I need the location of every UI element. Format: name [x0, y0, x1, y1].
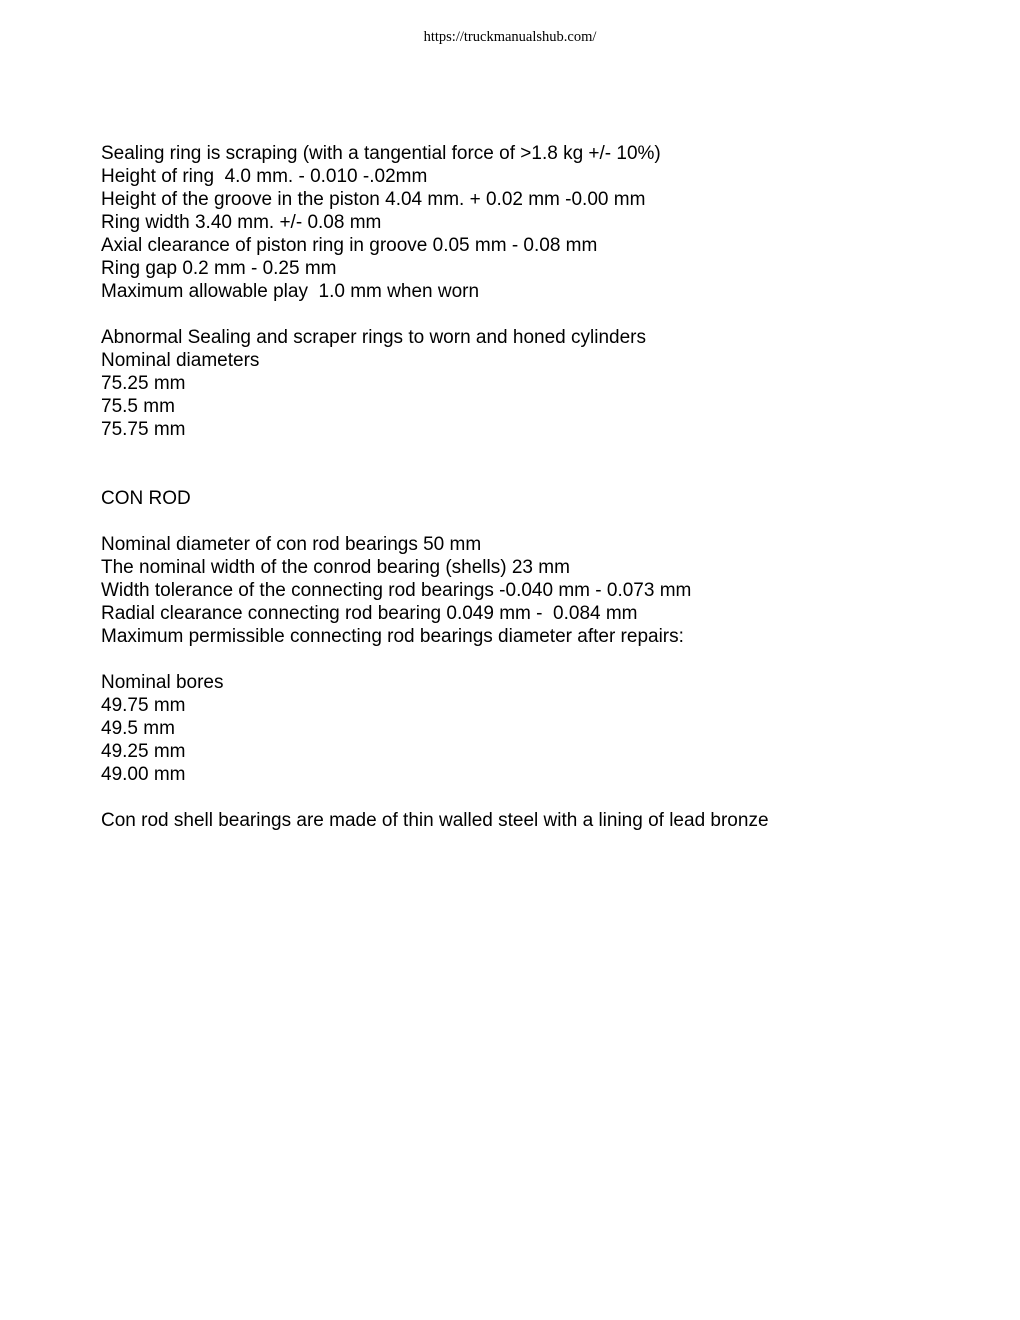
section-title: Nominal bores: [101, 672, 224, 693]
spec-line: Ring width 3.40 mm. +/- 0.08 mm: [101, 212, 382, 233]
section-title: Abnormal Sealing and scraper rings to worn and honed cylinders: [101, 327, 646, 348]
nominal-bores-section: [101, 671, 981, 786]
spec-line: Maximum allowable play 1.0 mm when worn: [101, 281, 480, 302]
spec-line: The nominal width of the conrod bearing (shells) 23 mm: [101, 557, 570, 578]
bore-value: 49.5 mm: [101, 718, 175, 739]
spec-line: Radial clearance connecting rod bearing 0.049 mm - 0.084 mm: [101, 603, 638, 624]
section-subtitle: Nominal diameters: [101, 350, 260, 371]
bore-value: 49.25 mm: [101, 741, 186, 762]
spec-line: Axial clearance of piston ring in groove 0.05 mm - 0.08 mm: [101, 235, 598, 256]
spec-line: Maximum permissible connecting rod bearings diameter after repairs:: [101, 626, 684, 647]
footer-note: Con rod shell bearings are made of thin walled steel with a lining of lead bronze: [101, 810, 769, 831]
section-heading: CON ROD: [101, 488, 191, 509]
spec-line: Ring gap 0.2 mm - 0.25 mm: [101, 258, 337, 279]
header-url: https://truckmanualshub.com/: [423, 29, 597, 45]
abnormal-rings-section: [101, 326, 981, 441]
bore-value: 49.75 mm: [101, 695, 186, 716]
spec-line: Height of ring 4.0 mm. - 0.010 -.02mm: [101, 166, 428, 187]
spec-line: Sealing ring is scraping (with a tangential force of >1.8 kg +/- 10%): [101, 143, 661, 164]
con-rod-section: [101, 487, 981, 648]
spec-line: Width tolerance of the connecting rod bearings -0.040 mm - 0.073 mm: [101, 580, 692, 601]
diameter-value: 75.75 mm: [101, 419, 186, 440]
diameter-value: 75.5 mm: [101, 396, 175, 417]
diameter-value: 75.25 mm: [101, 373, 186, 394]
piston-ring-specs: [101, 142, 981, 303]
spec-line: Nominal diameter of con rod bearings 50 mm: [101, 534, 482, 555]
bore-value: 49.00 mm: [101, 764, 186, 785]
spec-line: Height of the groove in the piston 4.04 mm. + 0.02 mm -0.00 mm: [101, 189, 646, 210]
document-body: [101, 142, 981, 832]
